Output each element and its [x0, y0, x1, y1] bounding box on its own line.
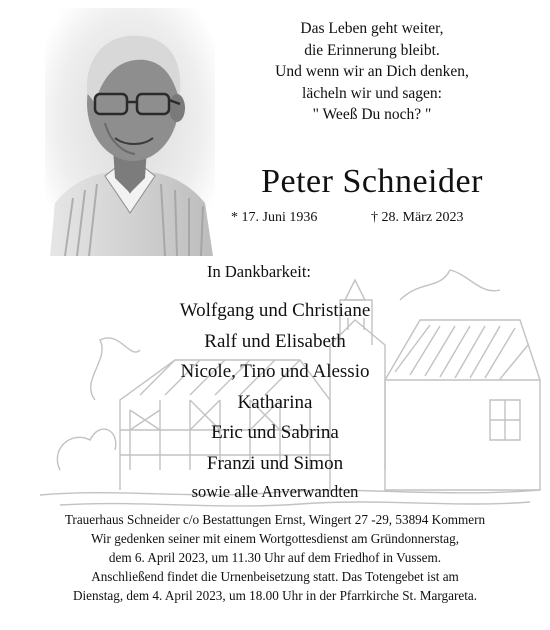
relatives-line: sowie alle Anverwandten	[191, 482, 359, 501]
footer-line: Anschließend findet die Urnenbeisetzung statt. Das Totengebet ist am	[91, 569, 459, 584]
footer-line: dem 6. April 2023, um 11.30 Uhr auf dem Friedhof in Vussem.	[108, 550, 442, 565]
poem-line: die Erinnerung bleibt.	[304, 41, 440, 59]
family-member: Katharina	[237, 391, 313, 413]
deceased-name: Peter Schneider	[261, 163, 483, 200]
family-member: Wolfgang und Christiane	[179, 300, 371, 321]
family-member: Franzi und Simon	[206, 452, 344, 474]
death-date: † 28. März 2023	[371, 210, 464, 225]
poem-line: Und wenn wir an Dich denken,	[275, 63, 469, 80]
portrait-photo	[45, 8, 215, 256]
footer-line: Wir gedenken seiner mit einem Wortgottesdienst am Gründonnerstag,	[90, 531, 460, 546]
family-member: Nicole, Tino und Alessio	[180, 361, 370, 382]
poem-line: lächeln wir und sagen:	[302, 84, 442, 102]
poem-line: Das Leben geht weiter,	[300, 20, 444, 37]
family-member: Eric und Sabrina	[211, 422, 339, 443]
thanks-heading: In Dankbarkeit:	[207, 262, 312, 281]
funeral-details	[0, 510, 550, 605]
memorial-poem	[222, 18, 522, 126]
footer-line: Dienstag, dem 4. April 2023, um 18.00 Uhr in der Pfarrkirche St. Margareta.	[72, 588, 478, 603]
footer-line: Trauerhaus Schneider c/o Bestattungen Ernst, Wingert 27 -29, 53894 Kommern	[64, 512, 486, 527]
family-member: Ralf und Elisabeth	[204, 330, 346, 352]
birth-date: * 17. Juni 1936	[231, 210, 318, 225]
poem-line: " Weeß Du noch? "	[312, 106, 432, 123]
family-list	[120, 296, 430, 505]
